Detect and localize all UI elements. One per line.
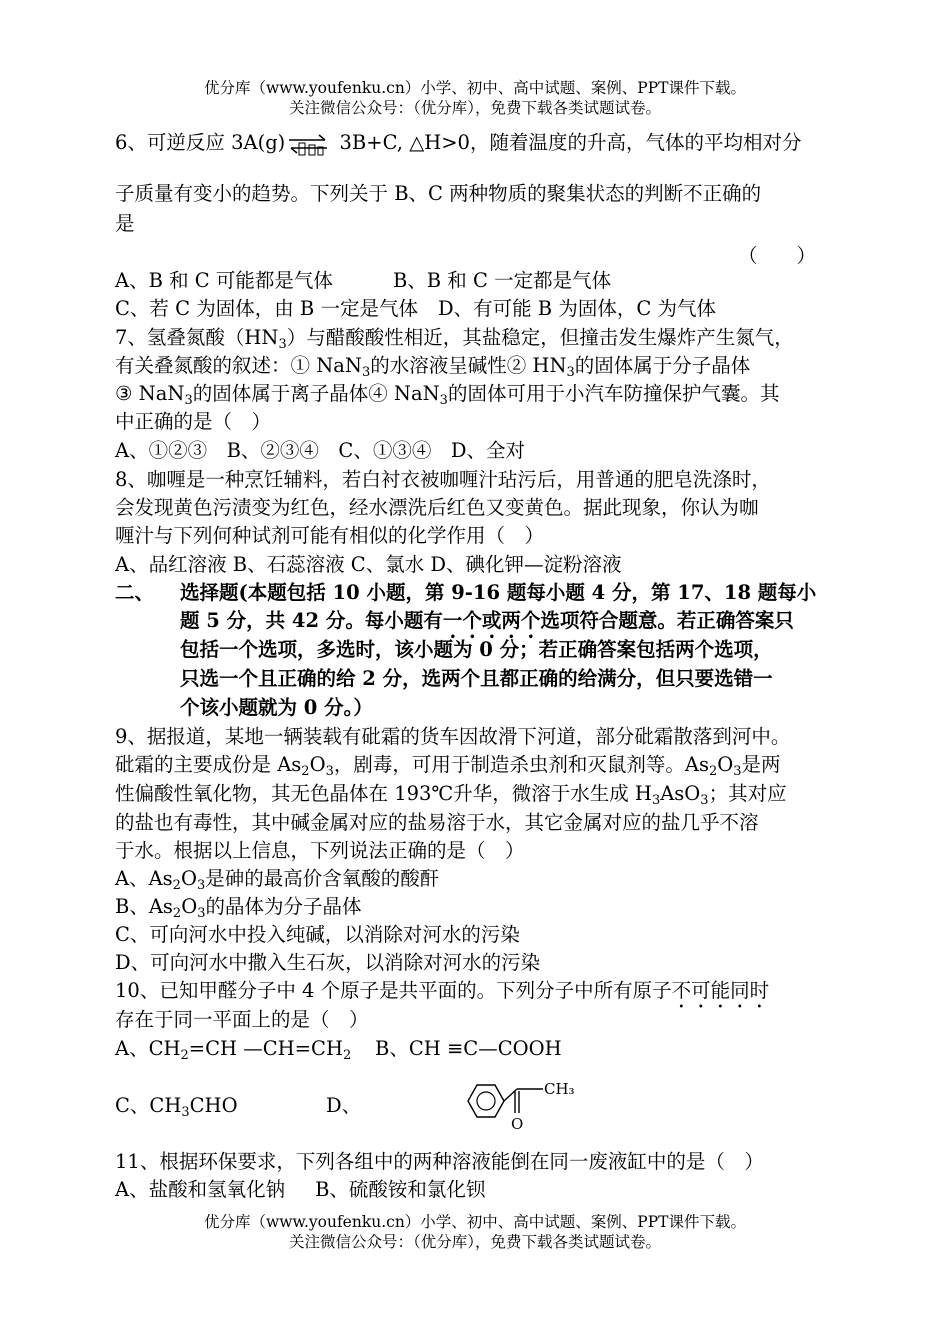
q7-sub: 3 <box>278 337 287 352</box>
oxygen-label: O <box>511 1115 524 1133</box>
ch3-label: CH₃ <box>544 1080 575 1098</box>
q6-line-3: 是 <box>115 212 135 235</box>
q10-sub: 2 <box>180 1048 189 1063</box>
q9-optA-c: 是砷的最高价含氧酸的酸酐 <box>205 867 440 890</box>
q6-line-2: 子质量有变小的趋势。下列关于 B、C 两种物质的聚集状态的判断不正确的 <box>115 182 762 205</box>
q9-option-c: C、可向河水中投入纯碱，以消除对河水的污染 <box>115 923 520 946</box>
q10-optA-b: =CH —CH=CH <box>188 1037 343 1060</box>
q8-line-3: 喱汁与下列何种试剂可能有相似的化学作用（ ） <box>115 524 545 547</box>
q7-l2a: 有关叠氮酸的叙述：① NaN <box>115 354 362 377</box>
header-line-2: 关注微信公众号：（优分库），免费下载各类试题试卷。 <box>288 99 661 117</box>
section2-line-1: 选择题(本题包括 10 小题，第 9-16 题每小题 4 分，第 17、18 题每小 <box>180 581 817 604</box>
q7-l1a: 7、氢叠氮酸（HN <box>115 326 279 349</box>
q9-sub: 3 <box>197 906 206 921</box>
footer-line-1: 优分库（www.youfenku.cn）小学、初中、高中试题、案例、PPT课件下载。 <box>203 1213 747 1231</box>
q10-option-c <box>115 1093 238 1126</box>
section2-emphasis: 一个或两个 <box>442 609 541 632</box>
q9-l2b: O <box>309 753 326 776</box>
q8-line-1: 8、咖喱是一种烹饪辅料，若白衬衣被咖喱汁玷污后，用普通的肥皂洗涤时， <box>115 468 771 491</box>
q10-optC-b: CHO <box>189 1094 238 1117</box>
section2-line-3: 包括一个选项，多选时，该小题为 0 分；若正确答案包括两个选项， <box>180 638 773 661</box>
q7-l2b: 的水溶液呈碱性② HN <box>370 354 567 377</box>
q7-l3a: ③ NaN <box>115 382 185 405</box>
q6-option-c: C、若 C 为固体，由 B 一定是气体 <box>115 297 418 320</box>
q10-sub: 3 <box>181 1105 190 1120</box>
q6-prefix: 6、可逆反应 3A(g) <box>115 131 286 154</box>
section2-line-5: 个该小题就为 0 分。） <box>180 696 373 719</box>
q7-sub: 3 <box>361 365 371 380</box>
section2-l2a: 题 5 分，共 42 分。每小题有 <box>180 609 443 632</box>
q7-l3b: 的固体属于离子晶体④ NaN <box>192 382 440 405</box>
q9-sub: 2 <box>172 906 182 921</box>
q9-line-4: 的盐也有毒性，其中碱金属对应的盐易溶于水，其它金属对应的盐几乎不溶 <box>115 811 759 834</box>
q11-option-a: A、盐酸和氢氧化钠 <box>115 1178 286 1201</box>
q6-answer-paren: （ ） <box>738 244 817 267</box>
q8-options: A、品红溶液 B、石蕊溶液 C、氯水 D、碘化钾—淀粉溶液 <box>115 553 622 576</box>
q9-optB-c: 的晶体为分子晶体 <box>205 895 362 918</box>
section2-line-4: 只选一个且正确的给 2 分，选两个且都正确的给满分，但只要选错一 <box>180 667 773 690</box>
q10-optC-a: C、CH <box>115 1094 182 1117</box>
q6-options-ab <box>115 268 611 294</box>
q9-sub: 2 <box>301 764 310 779</box>
q9-sub: 3 <box>651 793 661 808</box>
q10-option-b <box>375 1036 562 1062</box>
q7-l1b: ）与醋酸酸性相近，其盐稳定，但撞击发生爆炸产生氮气， <box>286 326 794 349</box>
q6-suffix: 3B+C, △H>0，随着温度的升高，气体的平均相对分 <box>333 131 802 154</box>
q8-line-2: 会发现黄色污渍变为红色，经水漂洗后红色又变黄色。据此现象，你认为咖 <box>115 496 759 519</box>
q10-optB-formula: CH ≡C—COOH <box>408 1037 562 1060</box>
q7-sub: 3 <box>566 365 575 380</box>
q9-l2c: ，剧毒，可用于制造杀虫剂和灭鼠剂等。As <box>333 753 709 776</box>
section2-l2b: 选项符合题意。若正确答案只 <box>540 609 794 632</box>
q9-sub: 3 <box>196 878 206 893</box>
q10-option-a <box>115 1036 351 1069</box>
q9-sub: 3 <box>700 793 709 808</box>
footer-line-2: 关注微信公众号：（优分库），免费下载各类试题试卷。 <box>288 1233 661 1251</box>
q10-optA-a: A、CH <box>115 1037 181 1060</box>
q6-option-d: D、有可能 B 为固体，C 为气体 <box>437 297 716 320</box>
q9-optB-a: B、As <box>115 895 173 918</box>
q7-options: A、①②③ B、②③④ C、①③④ D、全对 <box>115 439 525 462</box>
q9-line-1: 9、据报道，某地一辆装载有砒霜的货车因故滑下河道，部分砒霜散落到河中。 <box>115 725 791 748</box>
q9-l3a: 性偏酸性氧化物，其无色晶体在 193℃升华，微溶于水生成 H <box>115 782 652 805</box>
q10-sub: 2 <box>342 1048 352 1063</box>
q6-line-1 <box>115 130 801 157</box>
q10-optB-label: B、 <box>375 1037 409 1060</box>
q10-l1a: 10、已知甲醛分子中 4 个原子是共平面的。下列分子中所有原子 <box>115 979 672 1002</box>
q10-line-2: 存在于同一平面上的是（ ） <box>115 1008 369 1031</box>
q7-l3c: 的固体可用于小汽车防撞保护气囊。其 <box>447 382 780 405</box>
q9-l2e: 是两 <box>741 753 781 776</box>
q9-line-5: 于水。根据以上信息，下列说法正确的是（ ） <box>115 839 525 862</box>
q9-l2a: 砒霜的主要成份是 As <box>115 753 302 776</box>
q9-optA-a: A、As <box>115 867 173 890</box>
q10-emphasis: 不可能同时 <box>671 979 770 1002</box>
q7-l2c: 的固体属于分子晶体 <box>574 354 751 377</box>
reversible-arrow-icon <box>285 131 333 157</box>
section2-number: 二、 <box>115 581 155 604</box>
q9-optB-b: O <box>181 895 198 918</box>
q7-line-4: 中正确的是（ ） <box>115 410 272 433</box>
q11-options <box>115 1177 485 1203</box>
q9-l3b: AsO <box>660 782 701 805</box>
acetophenone-structure-icon <box>455 1075 595 1135</box>
q9-l3c: ；其对应 <box>708 782 787 805</box>
q10-option-d-label: D、 <box>326 1094 362 1117</box>
q9-optA-b: O <box>180 867 197 890</box>
q9-sub: 2 <box>172 878 181 893</box>
header-line-1: 优分库（www.youfenku.cn）小学、初中、高中试题、案例、PPT课件下载。 <box>203 79 747 97</box>
q9-sub: 3 <box>733 764 742 779</box>
q7-sub: 3 <box>184 393 193 408</box>
q9-l2d: O <box>717 753 734 776</box>
q9-sub: 3 <box>325 764 334 779</box>
q9-sub: 2 <box>708 764 718 779</box>
q11-option-b: B、硫酸铵和氯化钡 <box>315 1178 486 1201</box>
q6-options-cd <box>115 296 716 322</box>
q6-option-b: B、B 和 C 一定都是气体 <box>392 269 612 292</box>
q6-option-a: A、B 和 C 可能都是气体 <box>115 269 333 292</box>
q9-option-d: D、可向河水中撒入生石灰，以消除对河水的污染 <box>115 951 541 974</box>
q11-line-1: 11、根据环保要求，下列各组中的两种溶液能倒在同一废液缸中的是（ ） <box>115 1150 764 1173</box>
q7-sub: 3 <box>439 393 448 408</box>
